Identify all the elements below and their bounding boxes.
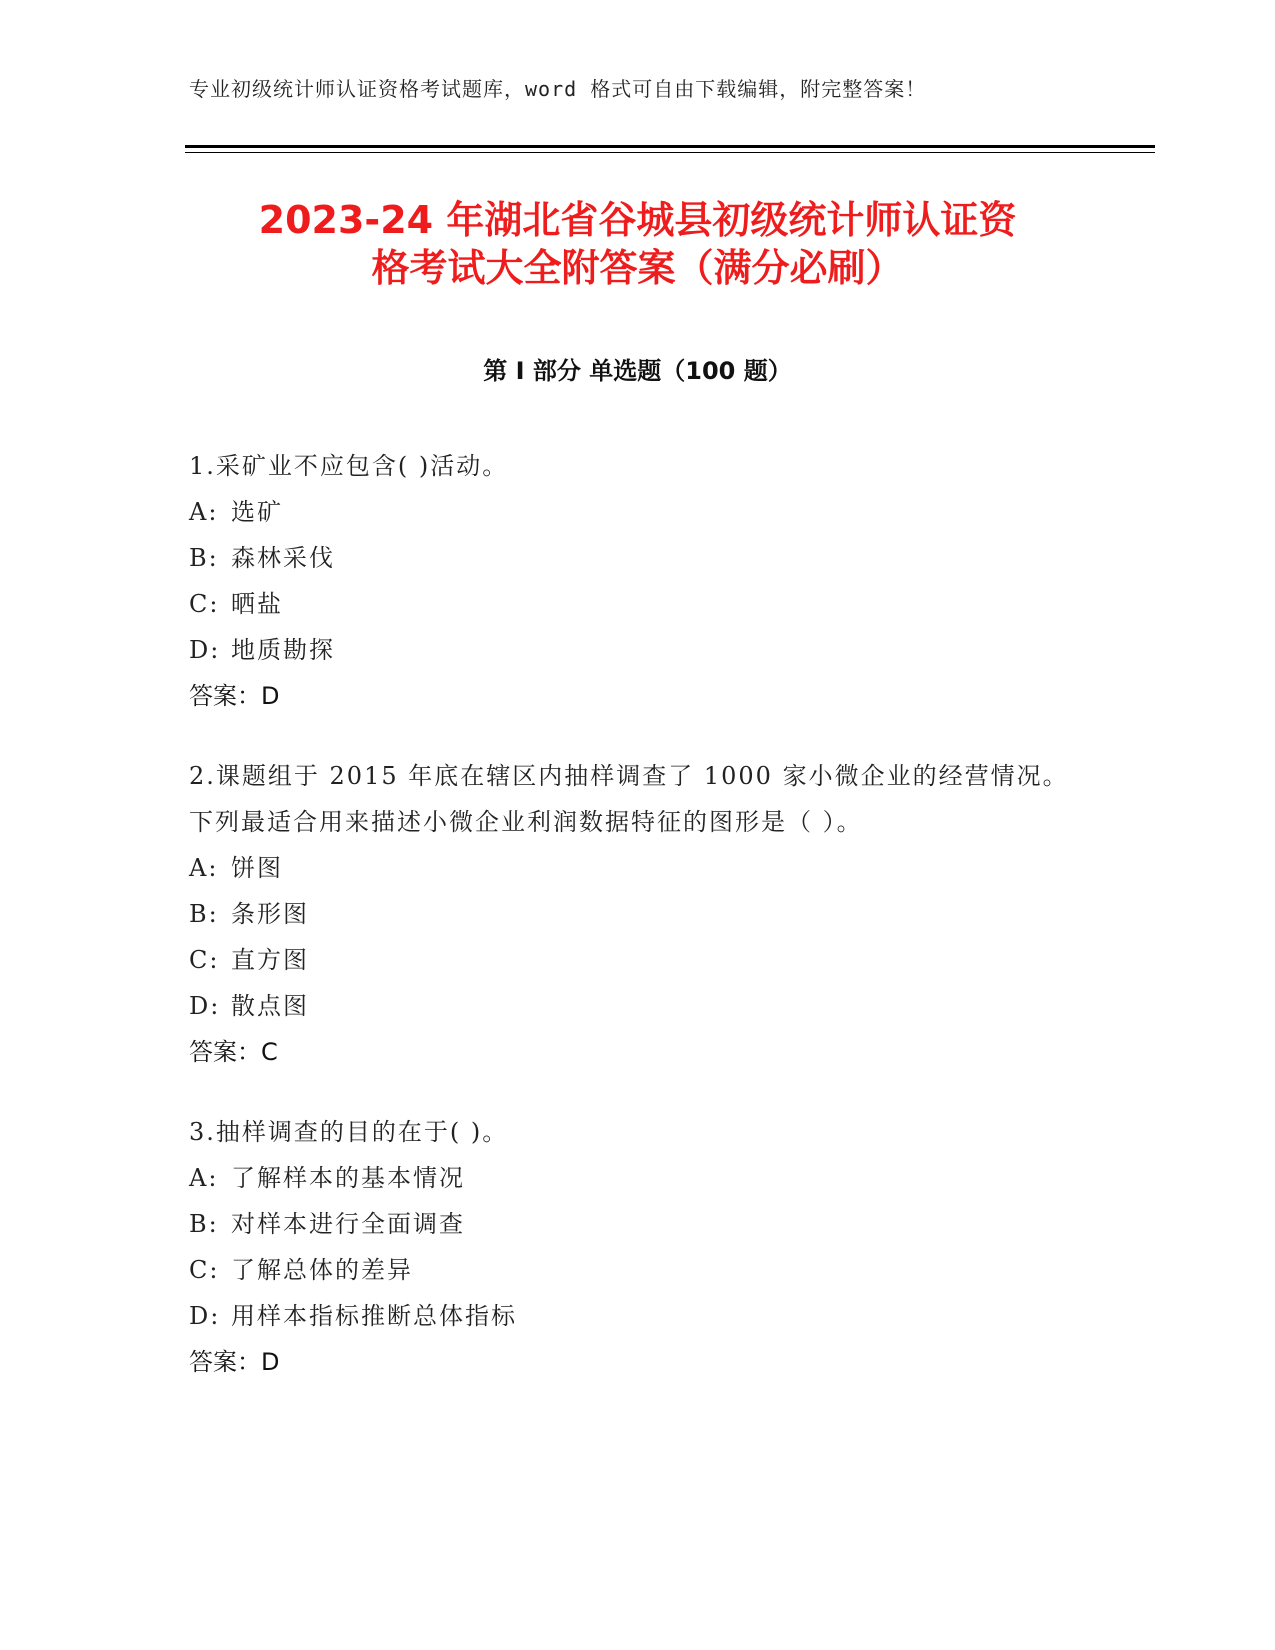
option-key: D: (189, 1302, 221, 1330)
option-d (189, 983, 1069, 1029)
option-b (189, 535, 1069, 581)
option-a (189, 1155, 1069, 1201)
question-list (189, 443, 1069, 1419)
option-key: C: (189, 946, 220, 974)
document-title-line-1: 2023-24 年湖北省谷城县初级统计师认证资 (258, 198, 1017, 242)
option-key: C: (189, 590, 220, 618)
header-rule-thin (185, 152, 1155, 153)
option-key: D: (189, 636, 221, 664)
answer: 答案：D (189, 682, 280, 710)
header-rule-thick (185, 145, 1155, 148)
option-b (189, 891, 1069, 937)
question-stem: 3.抽样调查的目的在于( )。 (189, 1118, 509, 1146)
option-key: A: (189, 498, 219, 526)
option-text: 直方图 (231, 946, 309, 974)
option-text: 散点图 (231, 992, 309, 1020)
option-key: B: (189, 544, 219, 572)
option-key: D: (189, 992, 221, 1020)
document-title-line-2: 格考试大全附答案（满分必刷） (371, 246, 904, 290)
option-text: 对样本进行全面调查 (231, 1210, 465, 1238)
option-key: B: (189, 900, 219, 928)
option-key: A: (189, 854, 219, 882)
document-title (160, 196, 1115, 292)
question-3 (189, 1109, 1069, 1385)
option-text: 了解样本的基本情况 (231, 1164, 465, 1192)
answer: 答案：C (189, 1038, 278, 1066)
option-text: 了解总体的差异 (231, 1256, 413, 1284)
option-text: 地质勘探 (231, 636, 335, 664)
option-text: 晒盐 (231, 590, 283, 618)
option-c (189, 581, 1069, 627)
option-text: 森林采伐 (231, 544, 335, 572)
option-c (189, 937, 1069, 983)
option-d (189, 627, 1069, 673)
option-a (189, 845, 1069, 891)
option-a (189, 489, 1069, 535)
option-b (189, 1201, 1069, 1247)
option-d (189, 1293, 1069, 1339)
option-key: A: (189, 1164, 219, 1192)
question-1 (189, 443, 1069, 719)
page-header-note: 专业初级统计师认证资格考试题库，word 格式可自由下载编辑，附完整答案！ (189, 77, 927, 101)
option-key: C: (189, 1256, 220, 1284)
question-stem: 2.课题组于 2015 年底在辖区内抽样调查了 1000 家小微企业的经营情况。下列最适合用来描述小微企业利润数据特征的图形是（ ）。 (189, 762, 1069, 836)
option-c (189, 1247, 1069, 1293)
question-2 (189, 753, 1069, 1075)
option-key: B: (189, 1210, 219, 1238)
option-text: 选矿 (231, 498, 283, 526)
answer: 答案：D (189, 1348, 280, 1376)
option-text: 用样本指标推断总体指标 (231, 1302, 517, 1330)
question-stem: 1.采矿业不应包含( )活动。 (189, 452, 509, 480)
option-text: 条形图 (231, 900, 309, 928)
section-title: 第 I 部分 单选题（100 题） (483, 357, 792, 385)
option-text: 饼图 (231, 854, 283, 882)
